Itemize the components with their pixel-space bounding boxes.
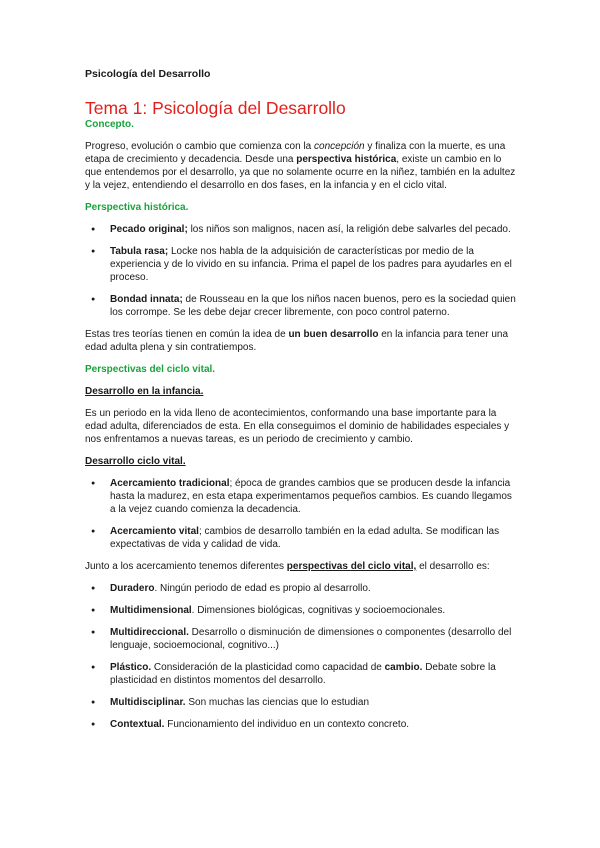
document-page xyxy=(85,68,517,731)
caracteristicas-list xyxy=(85,582,517,731)
perspectiva-historica-heading: Perspectiva histórica. xyxy=(85,202,189,213)
list-item: ● Multidisciplinar. Son muchas las ciencias que lo estudian xyxy=(85,696,517,709)
acercamientos-list xyxy=(85,477,517,551)
list-item: ● Tabula rasa; Locke nos habla de la adquisición de características por medio de la experiencia y de lo vivido en su infancia. Prima el papel de los padres para ayudarles en el proceso. xyxy=(85,245,517,284)
desarrollo-ciclo-vital-heading: Desarrollo ciclo vital. xyxy=(85,456,186,467)
desarrollo-infancia-paragraph: Es un periodo en la vida lleno de acontecimientos, conformando una base importante para la edad adulta, diferenciados de esta. En ella conseguimos el dominio de habilidades especiales y nos enfrentamos a nuevas tareas, es un periodo de crecimiento y cambio. xyxy=(85,408,510,445)
list-item: ● Bondad innata; de Rousseau en la que los niños nacen buenos, pero es la sociedad quien los corrompe. Se les debe dejar crecer libremente, con poco control paterno. xyxy=(85,293,517,319)
list-item: ● Acercamiento tradicional; época de grandes cambios que se producen desde la infancia hasta la madurez, en esta etapa experimentamos pequeños cambios. Es cuando llegamos a la vejez cuando comienza la decadencia. xyxy=(85,477,517,516)
list-item: ● Duradero. Ningún periodo de edad es propio al desarrollo. xyxy=(85,582,517,595)
desarrollo-infancia-heading: Desarrollo en la infancia. xyxy=(85,386,204,397)
list-item: ● Multidireccional. Desarrollo o disminución de dimensiones o componentes (desarrollo del lenguaje, socioemocional, cognitivo...) xyxy=(85,626,517,652)
concepto-heading: Concepto. xyxy=(85,119,134,130)
list-item: ● Acercamiento vital; cambios de desarrollo también en la edad adulta. Se modifican las expectativas de vida y calidad de vida. xyxy=(85,525,517,551)
list-item: ● Contextual. Funcionamiento del individuo en un contexto concreto. xyxy=(85,718,517,731)
list-item: ● Multidimensional. Dimensiones biológicas, cognitivas y socioemocionales. xyxy=(85,604,517,617)
page-title: Tema 1: Psicología del Desarrollo xyxy=(85,98,346,118)
ciclo-vital-heading: Perspectivas del ciclo vital. xyxy=(85,364,216,375)
junto-paragraph: Junto a los acercamiento tenemos diferentes perspectivas del ciclo vital, el desarrollo es: xyxy=(85,561,490,572)
historica-summary: Estas tres teorías tienen en común la idea de un buen desarrollo en la infancia para tener una edad adulta plena y sin contratiempos. xyxy=(85,329,509,353)
historica-list xyxy=(85,223,517,319)
list-item: ● Pecado original; los niños son malignos, nacen así, la religión debe salvarles del pecado. xyxy=(85,223,517,236)
list-item: ● Plástico. Consideración de la plasticidad como capacidad de cambio. Debate sobre la plasticidad en distintos momentos del desarrollo. xyxy=(85,661,517,687)
concepto-paragraph: Progreso, evolución o cambio que comienza con la concepción y finaliza con la muerte, es una etapa de crecimiento y decadencia. Desde una perspectiva histórica, existe un cambio en lo que entendemos por el desarrollo, ya que no solamente ocurre en la niñez, también en la adultez y la vejez, entendiendo el desarrollo en dos fases, en la infancia y en el ciclo vital. xyxy=(85,141,516,191)
document-header: Psicología del Desarrollo xyxy=(85,68,211,80)
